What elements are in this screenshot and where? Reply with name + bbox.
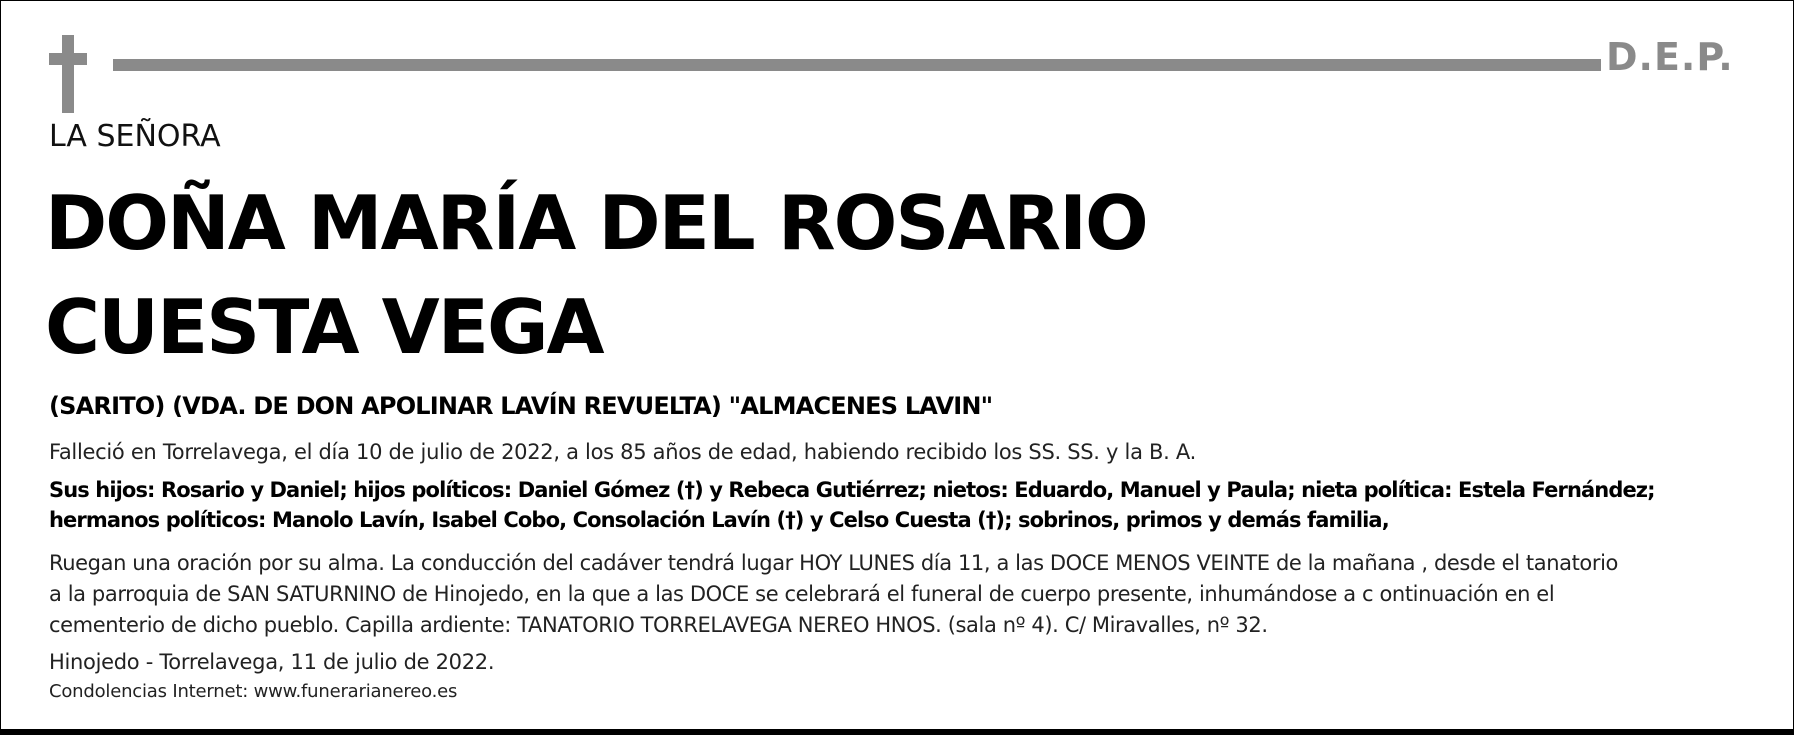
family-line2: hermanos políticos: Manolo Lavín, Isabel Cobo, Consolación Lavín (†) y Celso Cuesta (†); sobrinos, primos y demás familia, — [49, 508, 1389, 532]
funeral-line3: cementerio de dicho pueblo. Capilla ardiente: TANATORIO TORRELAVEGA NEREO HNOS. (sala nº 4). C/ Miravalles, nº 32. — [49, 613, 1268, 637]
alias-text: (SARITO) (VDA. DE DON APOLINAR LAVÍN REVUELTA) "ALMACENES LAVIN" — [49, 392, 993, 420]
funeral-line2: a la parroquia de SAN SATURNINO de Hinojedo, en la que a las DOCE se celebrará el funeral de cuerpo presente, inhumándose a c ontinuación en el — [49, 582, 1555, 606]
funeral-line1: Ruegan una oración por su alma. La conducción del cadáver tendrá lugar HOY LUNES día 11, a las DOCE MENOS VEINTE de la mañana , desde el tanatorio — [49, 551, 1618, 575]
place-date: Hinojedo - Torrelavega, 11 de julio de 2022. — [49, 650, 495, 674]
death-notice-text: Falleció en Torrelavega, el día 10 de julio de 2022, a los 85 años de edad, habiendo recibido los SS. SS. y la B. A. — [49, 440, 1196, 464]
intro-text: LA SEÑORA — [49, 119, 221, 154]
family-list — [49, 475, 1769, 535]
funeral-details — [49, 548, 1769, 641]
header-rule — [113, 59, 1601, 71]
family-line1: Sus hijos: Rosario y Daniel; hijos políticos: Daniel Gómez (†) y Rebeca Gutiérrez; nietos: Eduardo, Manuel y Paula; nieta política: Estela Fernández; — [49, 478, 1655, 502]
deceased-name-line2: CUESTA VEGA — [45, 283, 603, 371]
condolences-web: Condolencias Internet: www.funerarianereo.es — [49, 681, 458, 702]
deceased-name-line1: DOÑA MARÍA DEL ROSARIO — [45, 179, 1147, 267]
latin-cross-icon — [49, 35, 87, 113]
dep-label: D.E.P. — [1606, 35, 1734, 79]
deceased-name — [45, 171, 1147, 379]
